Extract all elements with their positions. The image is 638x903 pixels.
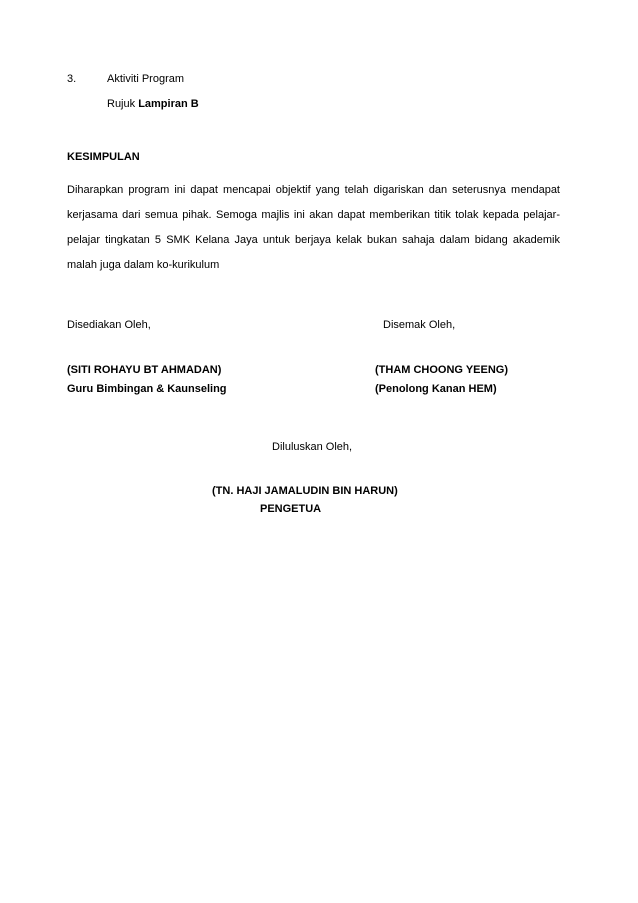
kesimpulan-heading: KESIMPULAN bbox=[67, 151, 140, 163]
section-number: 3. bbox=[67, 73, 77, 85]
reviewed-by-role: (Penolong Kanan HEM) bbox=[375, 383, 497, 395]
prepared-by-role: Guru Bimbingan & Kaunseling bbox=[67, 383, 227, 395]
approved-by-role: PENGETUA bbox=[260, 503, 322, 515]
approved-by-name: (TN. HAJI JAMALUDIN BIN HARUN) bbox=[212, 485, 398, 497]
prepared-by-label: Disediakan Oleh, bbox=[67, 319, 151, 331]
approved-by-label: Diluluskan Oleh, bbox=[272, 441, 353, 453]
kesimpulan-paragraph: Diharapkan program ini dapat mencapai objektif yang telah digariskan dan seterusnya mendapat kerjasama dari semua pihak. Semoga majlis ini akan dapat memberikan titik tolak kepada pelajar-pelajar tingkatan 5 SMK Kelana Jaya untuk berjaya kelak bukan sahaja dalam bidang akademik malah juga dalam ko-kurikulum bbox=[67, 184, 560, 271]
prepared-by-name: (SITI ROHAYU BT AHMADAN) bbox=[67, 364, 222, 376]
section-reference bbox=[107, 97, 199, 111]
reviewed-by-label: Disemak Oleh, bbox=[383, 319, 456, 331]
section-title: Aktiviti Program bbox=[107, 73, 185, 85]
reviewed-by-name: (THAM CHOONG YEENG) bbox=[375, 364, 509, 376]
reference-target: Lampiran B bbox=[138, 98, 199, 110]
reference-prefix: Rujuk bbox=[107, 98, 136, 110]
